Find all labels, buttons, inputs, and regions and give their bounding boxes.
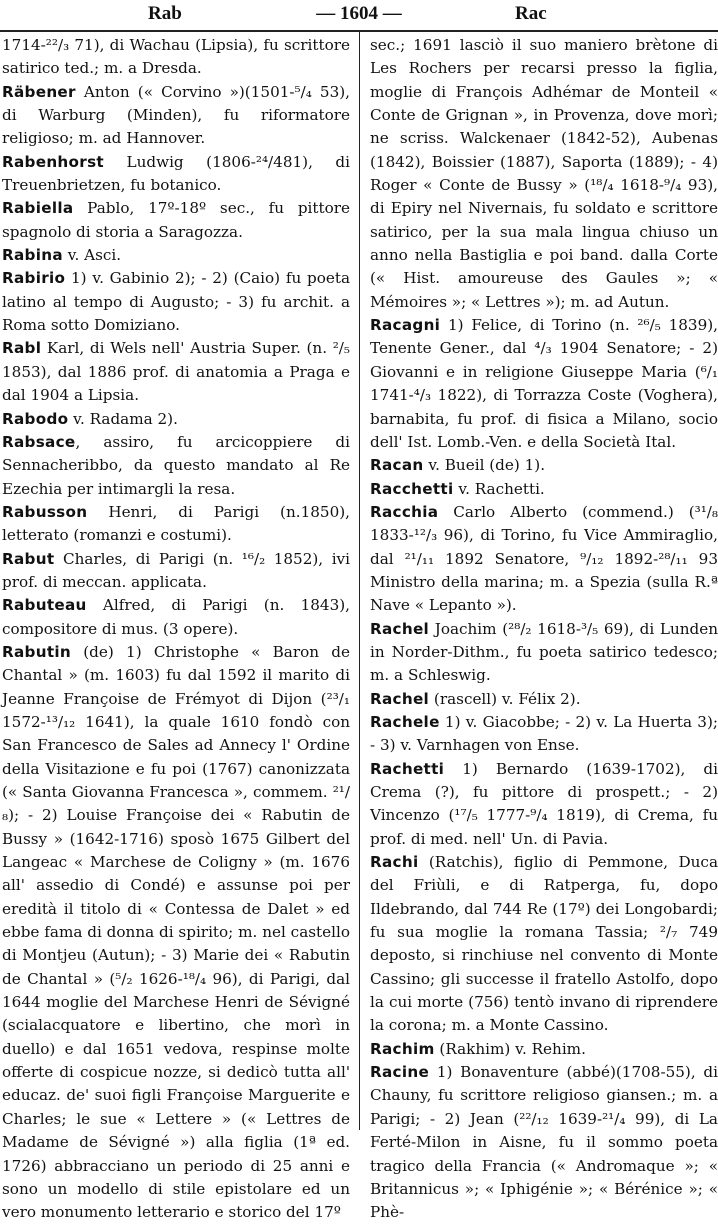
dictionary-entry [370,758,718,851]
entry-text: Alfred, di Parigi (n. 1843), compositore di mus. (3 opere). [2,596,350,638]
entry-headword: Rachel [370,689,430,708]
entry-text: 1714-²²/₃ 71), di Wachau (Lipsia), fu scrittore satirico ted.; m. a Dresda. [2,36,350,78]
dictionary-entry [370,851,718,1038]
entry-headword: Rabutin [2,642,72,661]
running-header [0,0,718,28]
dictionary-entry [2,431,350,501]
dictionary-entry [2,81,350,151]
entry-text: Ludwig (1806-²⁴/481), di Treuenbrietzen, fu botanico. [2,152,350,195]
entry-text: 1) Felice, di Torino (n. ²⁶/₅ 1839), Tenente Gener., dal ⁴/₃ 1904 Senatore; - 2) Giovanni e in religione Giuseppe Maria (⁶/₁ 1741-⁴/₃ 1822), di Torrazza Coste (Voghera), barnabita, fu prof. di fisica a Milano, socio dell' Ist. Lomb.-Ven. e della Società Ital. [370,316,718,451]
entry-headword: Rabl [2,339,42,358]
entry-headword: Rachim [370,1039,435,1058]
column-divider [359,32,360,1130]
entry-text: Karl, di Wels nell' Austria Super. (n. ²/₅ 1853), dal 1886 prof. di anatomia a Praga e dal 1904 a Lipsia. [2,339,350,405]
entry-headword: Rabusson [2,502,88,521]
entry-headword: Rachi [370,853,419,872]
entry-text: Pablo, 17º-18º sec., fu pittore spagnolo di storia a Saragozza. [2,199,350,241]
right-column [370,34,718,1225]
dictionary-entry [370,454,718,477]
entry-headword: Rachetti [370,759,445,778]
entry-headword: Rabsace [2,432,76,451]
entry-text: sec.; 1691 lasciò il suo maniero brètone di Les Rochers per recarsi presso la figlia, moglie di François Adhémar de Monteil « Conte de Grignan », in Provenza, dove morì; ne scriss. Walckenaer (1842-52), Aubenas (1842), Boissier (1887), Saporta (1889); - 4) Roger « Conte de Bussy » (¹⁸/₄ 1618-⁹/₄ 93), di Epiry nel Nivernais, fu soldato e scrittore satirico, per la sua mala lingua chiuso un anno nella Bastiglia e poi band. dalla Corte (« Hist. amoureuse des Gaules »; « Mémoires »; « Lettres »); m. ad Autun. [370,36,718,311]
entry-headword: Rabirio [2,269,66,288]
entry-text: (Rakhim) v. Rehim. [434,1039,586,1058]
dictionary-entry [2,501,350,548]
left-column [2,34,350,1225]
entry-headword: Racchetti [370,479,454,498]
entry-headword: Racchia [370,502,439,521]
entry-text: (rascell) v. Félix 2). [429,689,581,708]
entry-headword: Rabenhorst [2,152,104,171]
dictionary-entry [370,34,718,314]
dictionary-entry [370,688,718,711]
entry-text: 1) Bernardo (1639-1702), di Crema (?), fu pittore di prospett.; - 2) Vincenzo (¹⁷/₅ 1777-⁹/₄ 1819), di Crema, fu prof. di med. nell' Un. di Pavia. [370,759,718,848]
dictionary-entry [2,548,350,595]
dictionary-entry [2,267,350,337]
entry-headword: Rachel [370,619,430,638]
entry-text: v. Asci. [62,246,122,265]
header-left-guide-word: Rab [148,3,182,24]
entry-text: 1) Bonaventure (abbé)(1708-55), di Chauny, fu scrittore religioso giansen.; m. a Parigi; - 2) Jean (²²/₁₂ 1639-²¹/₄ 99), di La Ferté-Milon in Aisne, fu il sommo poeta tragico della Francia (« Andromaque »; « Britannicus »; « Iphigénie »; « Bérénice »; « Phè- [370,1063,718,1222]
entry-text: v. Bueil (de) 1). [423,456,546,475]
entry-text: (de) 1) Christophe « Baron de Chantal » (m. 1603) fu dal 1592 il marito di Jeanne Françoise de Frémyot di Dijon (²³/₁ 1572-¹³/₁₂ 1641), la quale 1610 fondò con San Francesco de Sales ad Annecy l' Ordine della Visitazione e fu poi (1767) canonizzata (« Santa Giovanna Francesca », commem. ²¹/₈); - 2) Louise Françoise dei « Rabutin de Bussy » (1642-1716) sposò 1675 Gilbert del Langeac « Marchese de Coligny » (m. 1676 all' assedio di Condé) e assunse poi per eredità il titolo di « Contessa de Dalet » ed ebbe fama di donna di spirito; m. nel castello di Montjeu (Autun); - 3) Marie dei « Rabutin de Chantal » (⁵/₂ 1626-¹⁸/₄ 96), di Parigi, dal 1644 moglie del Marchese Henri de Sévigné (scialacquatore e libertino, che morì in duello) e dal 1651 vedova, respinse molte offerte di cospicue nozze, si dedicò tutta all' educaz. de' suoi figli Françoise Marguerite e Charles; le sue « Lettere » (« Lettres de Madame de Sévigné ») alla figlia (1ª ed. 1726) abbracciano un periodo di 25 anni e sono un modello di stile epistolare ed un vero monumento letterario e storico del 17º [2,642,350,1222]
entry-text: 1) v. Gabinio 2); - 2) (Caio) fu poeta latino al tempo di Augusto; - 3) fu archit. a Roma sotto Domiziano. [2,269,350,335]
dictionary-entry [370,1038,718,1061]
dictionary-entry [370,1061,718,1224]
dictionary-entry [2,408,350,431]
dictionary-entry [2,641,350,1225]
dictionary-entry [370,314,718,454]
entry-headword: Racagni [370,316,441,335]
entry-headword: Rabina [2,246,63,265]
entry-text: (Ratchis), figlio di Pemmone, Duca del Friùli, e di Ratperga, fu, dopo Ildebrando, dal 744 Re (17º) dei Longobardi; fu sua moglie la romana Tassia; ²/₇ 749 deposto, si rinchiuse nel convento di Monte Cassino; gli successe il fratello Astolfo, dopo la cui morte (756) tentò invano di riprendere la corona; m. a Monte Cassino. [370,853,718,1035]
entry-text: v. Rachetti. [453,479,545,498]
entry-text: Joachim (²⁸/₂ 1618-³/₅ 69), di Lunden in Norder-Dithm., fu poeta satirico tedesco; m. a Schleswig. [370,619,718,685]
dictionary-entry [370,711,718,758]
entry-headword: Rabiella [2,199,74,218]
entry-headword: Rabodo [2,409,69,428]
entry-headword: Racan [370,456,424,475]
dictionary-entry [2,337,350,407]
dictionary-entry [2,197,350,244]
entry-text: Carlo Alberto (commend.) (³¹/₈ 1833-¹²/₃ 96), di Torino, fu Vice Ammiraglio, dal ²¹/₁₁ 1892 Senatore, ⁹/₁₂ 1892-²⁸/₁₁ 93 Ministro della marina; m. a Spezia (sulla R.ª Nave « Lepanto »). [370,502,718,615]
entry-text: , assiro, fu arcicoppiere di Sennacheribbo, da questo mandato al Re Ezechia per intimargli la resa. [2,432,350,498]
dictionary-entry [370,501,718,618]
entry-headword: Racine [370,1063,430,1082]
entry-headword: Rabuteau [2,596,87,615]
dictionary-entry [2,244,350,267]
entry-text: Henri, di Parigi (n.1850), letterato (romanzi e costumi). [2,502,350,545]
page-number: — 1604 — [316,3,402,24]
dictionary-entry [2,151,350,198]
entry-text: Anton (« Corvino »)(1501-⁵/₄ 53), di Warburg (Minden), fu riformatore religioso; m. ad Hannover. [2,82,350,148]
entry-text: v. Radama 2). [68,409,178,428]
dictionary-entry [370,618,718,688]
entry-text: Charles, di Parigi (n. ¹⁶/₂ 1852), ivi prof. di meccan. applicata. [2,549,350,591]
header-right-guide-word: Rac [515,3,547,24]
dictionary-entry [2,34,350,81]
entry-headword: Räbener [2,82,76,101]
entry-headword: Rabut [2,549,55,568]
dictionary-entry [2,594,350,641]
dictionary-entry [370,478,718,501]
entry-text: 1) v. Giacobbe; - 2) v. La Huerta 3); - 3) v. Varnhagen von Ense. [370,712,718,755]
entry-headword: Rachele [370,712,440,731]
